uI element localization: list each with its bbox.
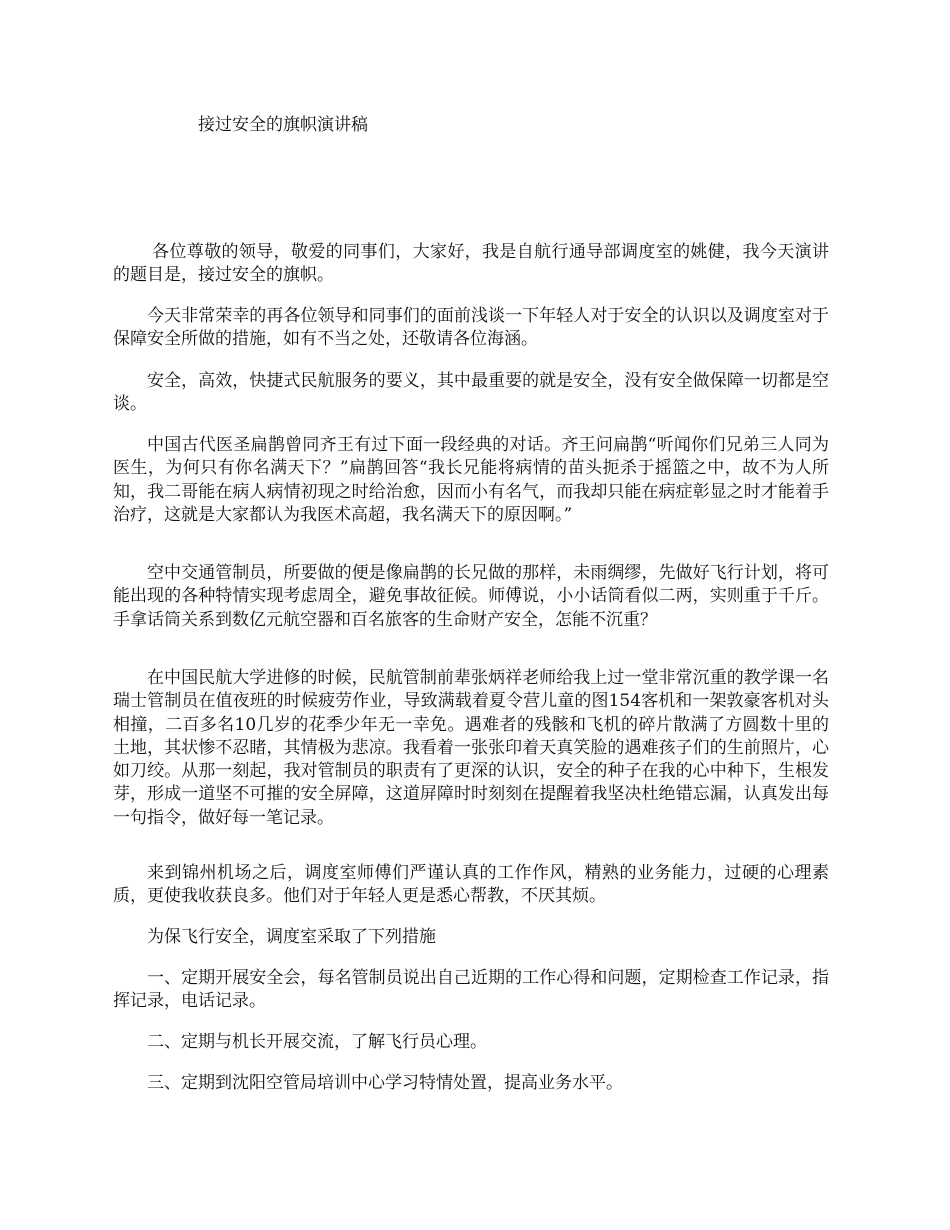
paragraph-measure-one: 一、定期开展安全会，每名管制员说出自己近期的工作心得和问题，定期检查工作记录，指挥记录，电话记录。 [113,968,829,1012]
paragraph-measures-intro: 为保飞行安全，调度室采取了下列措施 [147,927,436,947]
document-title: 接过安全的旗帜演讲稿 [198,115,368,135]
paragraph-air-traffic-controller: 空中交通管制员，所要做的便是像扁鹊的长兄做的那样，未雨绸缪，先做好飞行计划，将可能出现的各种特情实现考虑周全，避免事故征候。师傅说，小小话筒看似二两，实则重于千斤。手拿话筒关系到数亿元航空器和百名旅客的生命财产安全，怎能不沉重？ [113,563,829,630]
paragraph-safety-importance: 安全，高效，快捷式民航服务的要义，其中最重要的就是安全，没有安全做保障一切都是空谈。 [113,371,829,415]
paragraph-measure-three: 三、定期到沈阳空管局培训中心学习特情处置，提高业务水平。 [147,1073,623,1093]
paragraph-introduction: 今天非常荣幸的再各位领导和同事们的面前浅谈一下年轻人对于安全的认识以及调度室对于保障安全所做的措施，如有不当之处，还敬请各位海涵。 [113,306,829,350]
paragraph-measure-two: 二、定期与机长开展交流，了解飞行员心理。 [147,1032,487,1052]
paragraph-greeting: 各位尊敬的领导，敬爱的同事们，大家好，我是自航行通导部调度室的姚健，我今天演讲的题目是，接过安全的旗帜。 [113,242,829,286]
paragraph-training-lesson: 在中国民航大学进修的时候，民航管制前辈张炳祥老师给我上过一堂非常沉重的教学课一名瑞士管制员在值夜班的时候疲劳作业，导致满载着夏令营儿童的图154客机和一架敦豪客机对头相撞，二百多名10几岁的花季少年无一幸免。遇难者的残骸和飞机的碎片散满了方圆数十里的土地，其状惨不忍睹，其情极为悲凉。我看着一张张印着天真笑脸的遇难孩子们的生前照片，心如刀绞。从那一刻起，我对管制员的职责有了更深的认识，安全的种子在我的心中种下，生根发芽，形成一道坚不可摧的安全屏障，这道屏障时时刻刻在提醒着我坚决杜绝错忘漏，认真发出每一句指令，做好每一笔记录。 [113,668,829,828]
paragraph-bianque-story: 中国古代医圣扁鹊曾同齐王有过下面一段经典的对话。齐王问扁鹊“听闻你们兄弟三人同为医生，为何只有你名满天下？”扁鹊回答“我长兄能将病情的苗头扼杀于摇篮之中，故不为人所知，我二哥能在病人病情初现之时给治愈，因而小有名气，而我却只能在病症彰显之时才能着手治疗，这就是大家都认为我医术高超，我名满天下的原因啊。” [113,435,829,525]
paragraph-jinzhou-airport: 来到锦州机场之后，调度室师傅们严谨认真的工作作风，精熟的业务能力，过硬的心理素质，更使我收获良多。他们对于年轻人更是悉心帮教，不厌其烦。 [113,863,829,907]
